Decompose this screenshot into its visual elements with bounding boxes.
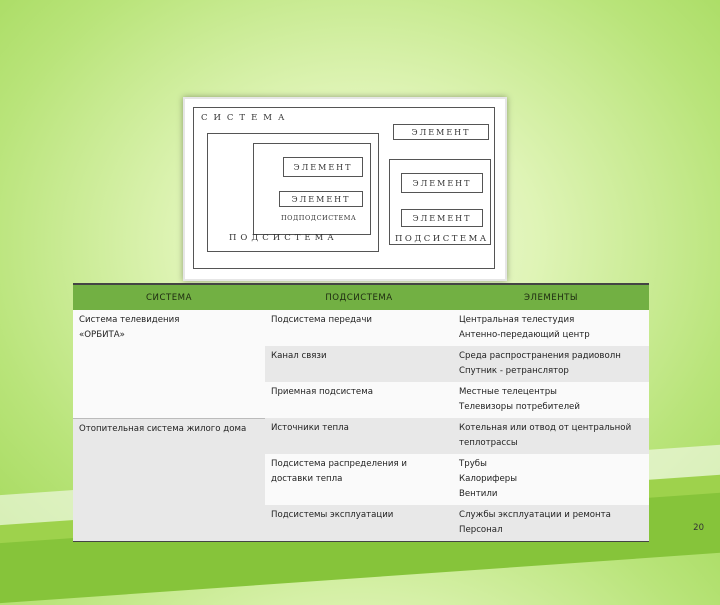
header-cell: СИСТЕМА [73,284,265,310]
table-row [73,310,649,346]
element-box: ЭЛЕМЕНТ [393,124,489,140]
element-box: ЭЛЕМЕНТ [283,157,363,177]
subsystem-label: ПОДСИСТЕМА [395,234,489,244]
page-number: 20 [693,523,704,533]
elements-cell: Котельная или отвод от центральной теплотрассы [453,418,649,454]
system-diagram [183,97,507,281]
subsystem-cell: Подсистемы эксплуатации [265,505,453,542]
systems-table [73,283,649,542]
elements-cell: Среда распространения радиоволн Спутник - ретранслятор [453,346,649,382]
elements-cell: Местные телецентры Телевизоры потребителей [453,382,649,418]
subsystem-cell: Подсистема передачи [265,310,453,346]
table-row [73,418,649,454]
elements-cell: Трубы Калориферы Вентили [453,454,649,505]
element-box: ЭЛЕМЕНТ [401,209,483,227]
element-box: ЭЛЕМЕНТ [279,191,363,207]
header-cell: ЭЛЕМЕНТЫ [453,284,649,310]
subsystem-label: ПОДСИСТЕМА [229,233,338,243]
subsystem-cell: Источники тепла [265,418,453,454]
table-header [73,284,649,310]
system-cell: Отопительная система жилого дома [73,418,265,542]
elements-cell: Службы эксплуатации и ремонта Персонал [453,505,649,542]
subsystem-cell: Приемная подсистема [265,382,453,418]
subsystem-cell: Подсистема распределения и доставки тепла [265,454,453,505]
subsystem-cell: Канал связи [265,346,453,382]
element-box: ЭЛЕМЕНТ [401,173,483,193]
subsubsystem-label: ПОДПОДСИСТЕМА [281,214,357,222]
system-label: СИСТЕМА [201,113,291,123]
system-cell: Система телевидения «ОРБИТА» [73,310,265,418]
elements-cell: Центральная телестудия Антенно-передающий центр [453,310,649,346]
subsystem-frame-right [389,159,491,245]
header-cell: ПОДСИСТЕМА [265,284,453,310]
